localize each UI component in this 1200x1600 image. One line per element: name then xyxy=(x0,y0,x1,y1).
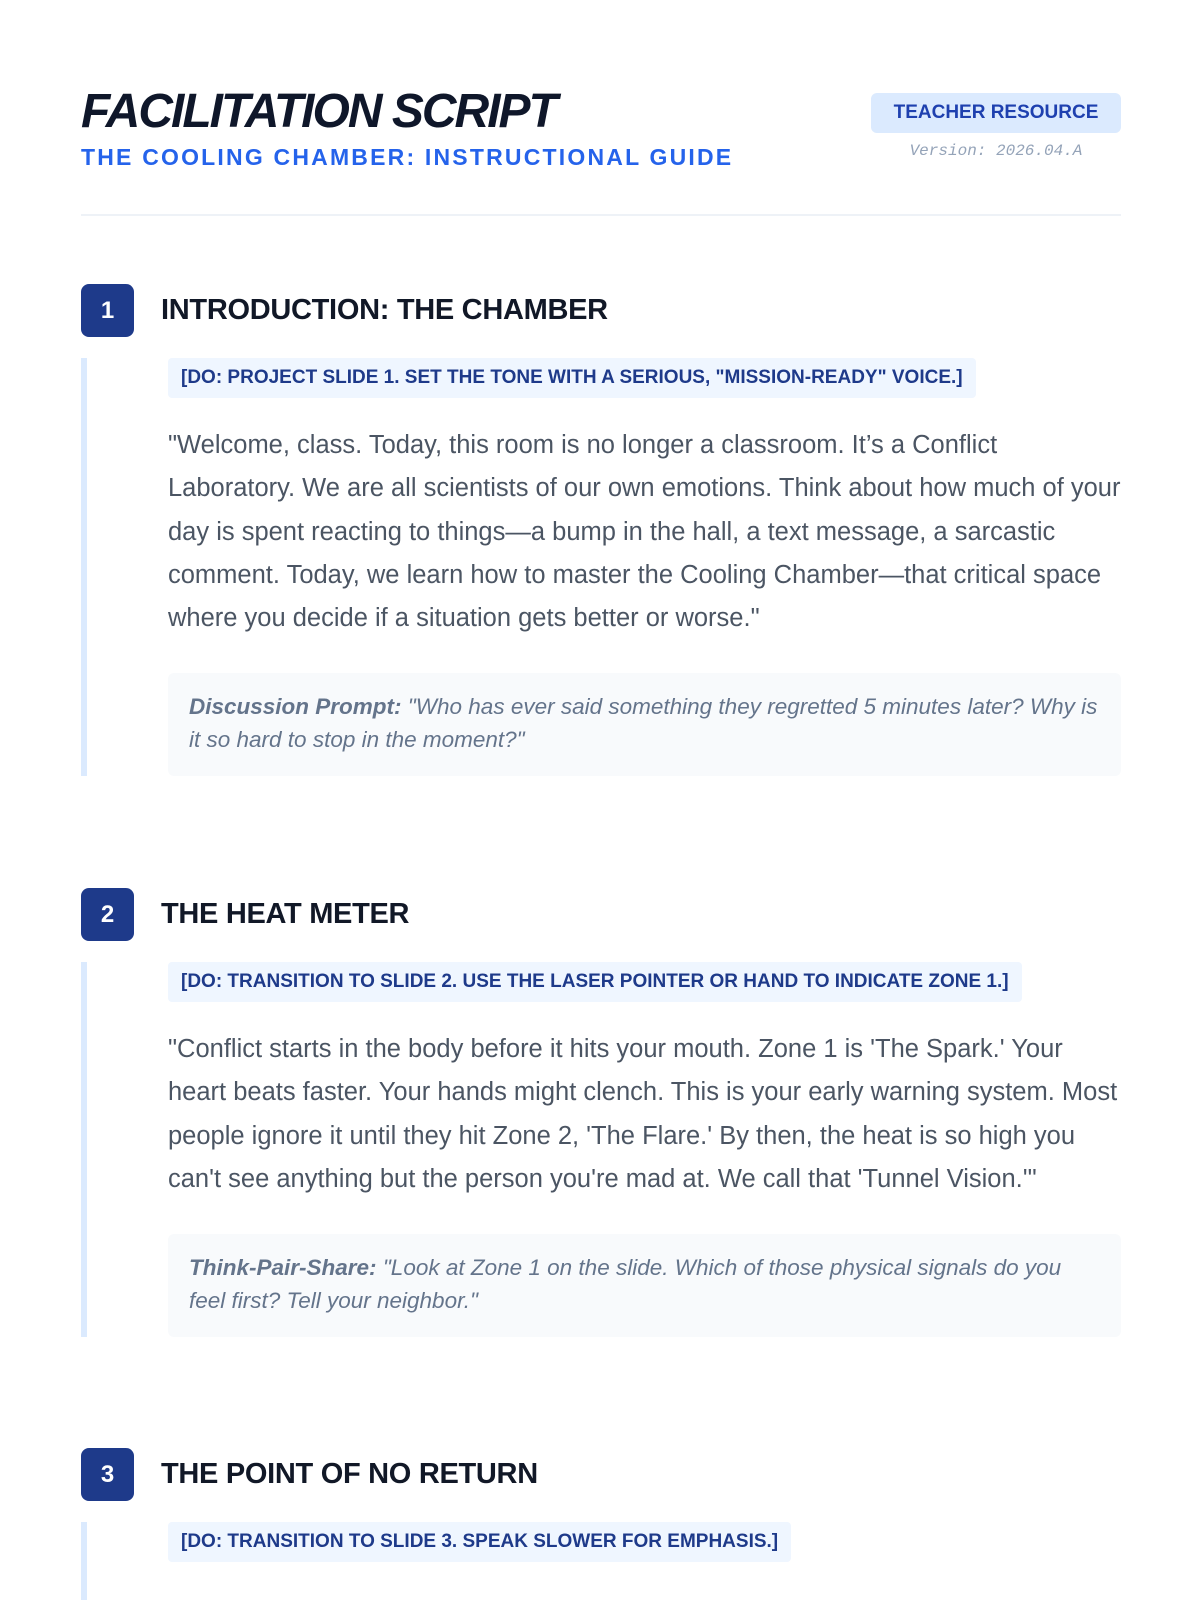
section-body xyxy=(81,1522,1121,1600)
section-point-of-no-return xyxy=(81,1448,1121,1600)
stage-direction: [DO: TRANSITION TO SLIDE 2. USE THE LASER POINTER OR HAND TO INDICATE ZONE 1.] xyxy=(168,962,1022,1002)
discussion-prompt xyxy=(168,673,1121,776)
script-text: "Conflict starts in the body before it hits your mouth. Zone 1 is 'The Spark.' Your heart beats faster. Your hands might clench. This is your early warning system. Most people ignore it until they hit Zone 2, 'The Flare.' By then, the heat is so high you can't see anything but the person you're mad at. We call that 'Tunnel Vision.'" xyxy=(168,1035,1118,1193)
teacher-resource-badge: TEACHER RESOURCE xyxy=(871,93,1121,133)
section-title: INTRODUCTION: THE CHAMBER xyxy=(161,294,608,326)
section-header xyxy=(81,284,1121,338)
section-heat-meter xyxy=(81,888,1121,1337)
document-title: FACILITATION SCRIPT xyxy=(81,85,556,138)
prompt-label: Discussion Prompt: xyxy=(189,694,402,720)
section-introduction xyxy=(81,284,1121,776)
section-header xyxy=(81,888,1121,942)
stage-direction: [DO: TRANSITION TO SLIDE 3. SPEAK SLOWER FOR EMPHASIS.] xyxy=(168,1522,791,1562)
section-number-badge: 2 xyxy=(81,888,134,941)
section-header xyxy=(81,1448,1121,1502)
think-pair-share-prompt xyxy=(168,1234,1121,1337)
document-header xyxy=(81,84,1121,216)
section-title: THE POINT OF NO RETURN xyxy=(161,1458,538,1490)
section-number-badge: 1 xyxy=(81,284,134,337)
section-body xyxy=(81,358,1121,776)
stage-direction: [DO: PROJECT SLIDE 1. SET THE TONE WITH A SERIOUS, "MISSION-READY" VOICE.] xyxy=(168,358,976,398)
version-label: Version: 2026.04.A xyxy=(909,142,1083,160)
prompt-text: "Look at Zone 1 on the slide. Which of those physical signals do you feel first? Tell your neighbor." xyxy=(189,1255,1062,1314)
section-number-badge: 3 xyxy=(81,1448,134,1501)
document-subtitle: THE COOLING CHAMBER: INSTRUCTIONAL GUIDE xyxy=(81,144,734,170)
prompt-text: "Who has ever said something they regretted 5 minutes later? Why is it so hard to stop in the moment?" xyxy=(189,694,1098,753)
header-divider xyxy=(81,214,1121,216)
script-text: "Welcome, class. Today, this room is no longer a classroom. It’s a Conflict Laboratory. We are all scientists of our own emotions. Think about how much of your day is spent reacting to things—a bump in the hall, a text message, a sarcastic comment. Today, we learn how to master the Cooling Chamber—that critical space where you decide if a situation gets better or worse." xyxy=(168,431,1121,633)
prompt-label: Think-Pair-Share: xyxy=(189,1255,377,1281)
section-body xyxy=(81,962,1121,1337)
section-title: THE HEAT METER xyxy=(161,898,410,930)
